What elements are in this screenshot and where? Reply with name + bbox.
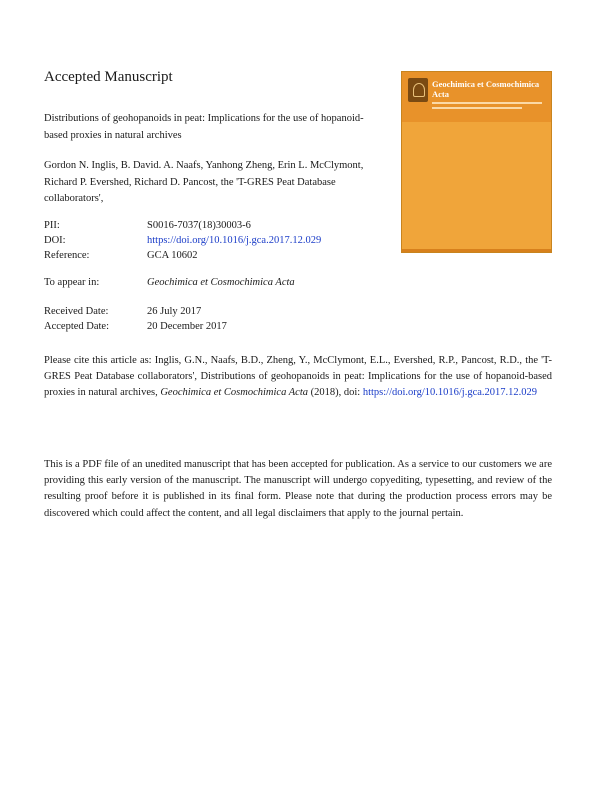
article-title: Distributions of geohopanoids in peat: Implications for the use of hopanoid-based proxies in natural archives xyxy=(44,113,364,141)
pii-value: S0016-7037(18)30003-6 xyxy=(147,220,251,231)
manuscript-notice: This is a PDF file of an unedited manuscript that has been accepted for publication. As a service to our customers we are providing this early version of the manuscript. The manuscript will undergo copyediting, typesetting, and review of the resulting proof before it is published in its final form. Please note that during the production process errors may be discovered which could affect the content, and all legal disclaimers that apply to the journal pertain. xyxy=(44,459,552,519)
received-date-value: 26 July 2017 xyxy=(147,306,202,317)
author-list: Gordon N. Inglis, B. David. A. Naafs, Yanhong Zheng, Erin L. McClymont, Richard P. Evershed, Richard D. Pancost, the 'T-GRES Peat Database collaborators', xyxy=(44,160,364,204)
cover-journal-title: Geochimica et Cosmochimica Acta xyxy=(432,79,540,99)
citation-journal: Geochimica et Cosmochimica Acta xyxy=(160,387,308,399)
journal-cover-image xyxy=(401,71,552,253)
accepted-date-value: 20 December 2017 xyxy=(147,321,227,332)
reference-value: GCA 10602 xyxy=(147,250,198,261)
cover-subtitle-line xyxy=(432,102,542,104)
appear-in-label: To appear in: xyxy=(44,277,100,288)
journal-name: Geochimica et Cosmochimica Acta xyxy=(147,277,295,288)
received-date-label: Received Date: xyxy=(44,306,109,317)
citation-paragraph xyxy=(44,353,552,402)
accepted-date-label: Accepted Date: xyxy=(44,321,110,332)
citation-doi-link[interactable]: https://doi.org/10.1016/j.gca.2017.12.029 xyxy=(362,387,538,399)
citation-text: Please cite this article as: Inglis, G.N., Naafs, B.D., Zheng, Y., McClymont, E.L., Evershed, R.P., Pancost, R.D., the 'T-GRES Peat Database collaborators', Distributions of geohopanoids in peat: Implications for the use of hopanoid-based proxies in natural archives, xyxy=(44,355,552,399)
pii-label: PII: xyxy=(44,220,60,231)
reference-label: Reference: xyxy=(44,250,90,261)
publisher-logo-icon xyxy=(408,78,428,102)
doi-label: DOI: xyxy=(44,235,66,246)
page-heading: Accepted Manuscript xyxy=(44,69,173,85)
doi-link[interactable]: https://doi.org/10.1016/j.gca.2017.12.029 xyxy=(147,235,322,246)
cover-subtitle-line xyxy=(432,107,522,109)
citation-year-doi: (2018), doi: xyxy=(308,387,363,399)
cover-bottom-rule xyxy=(402,249,551,252)
